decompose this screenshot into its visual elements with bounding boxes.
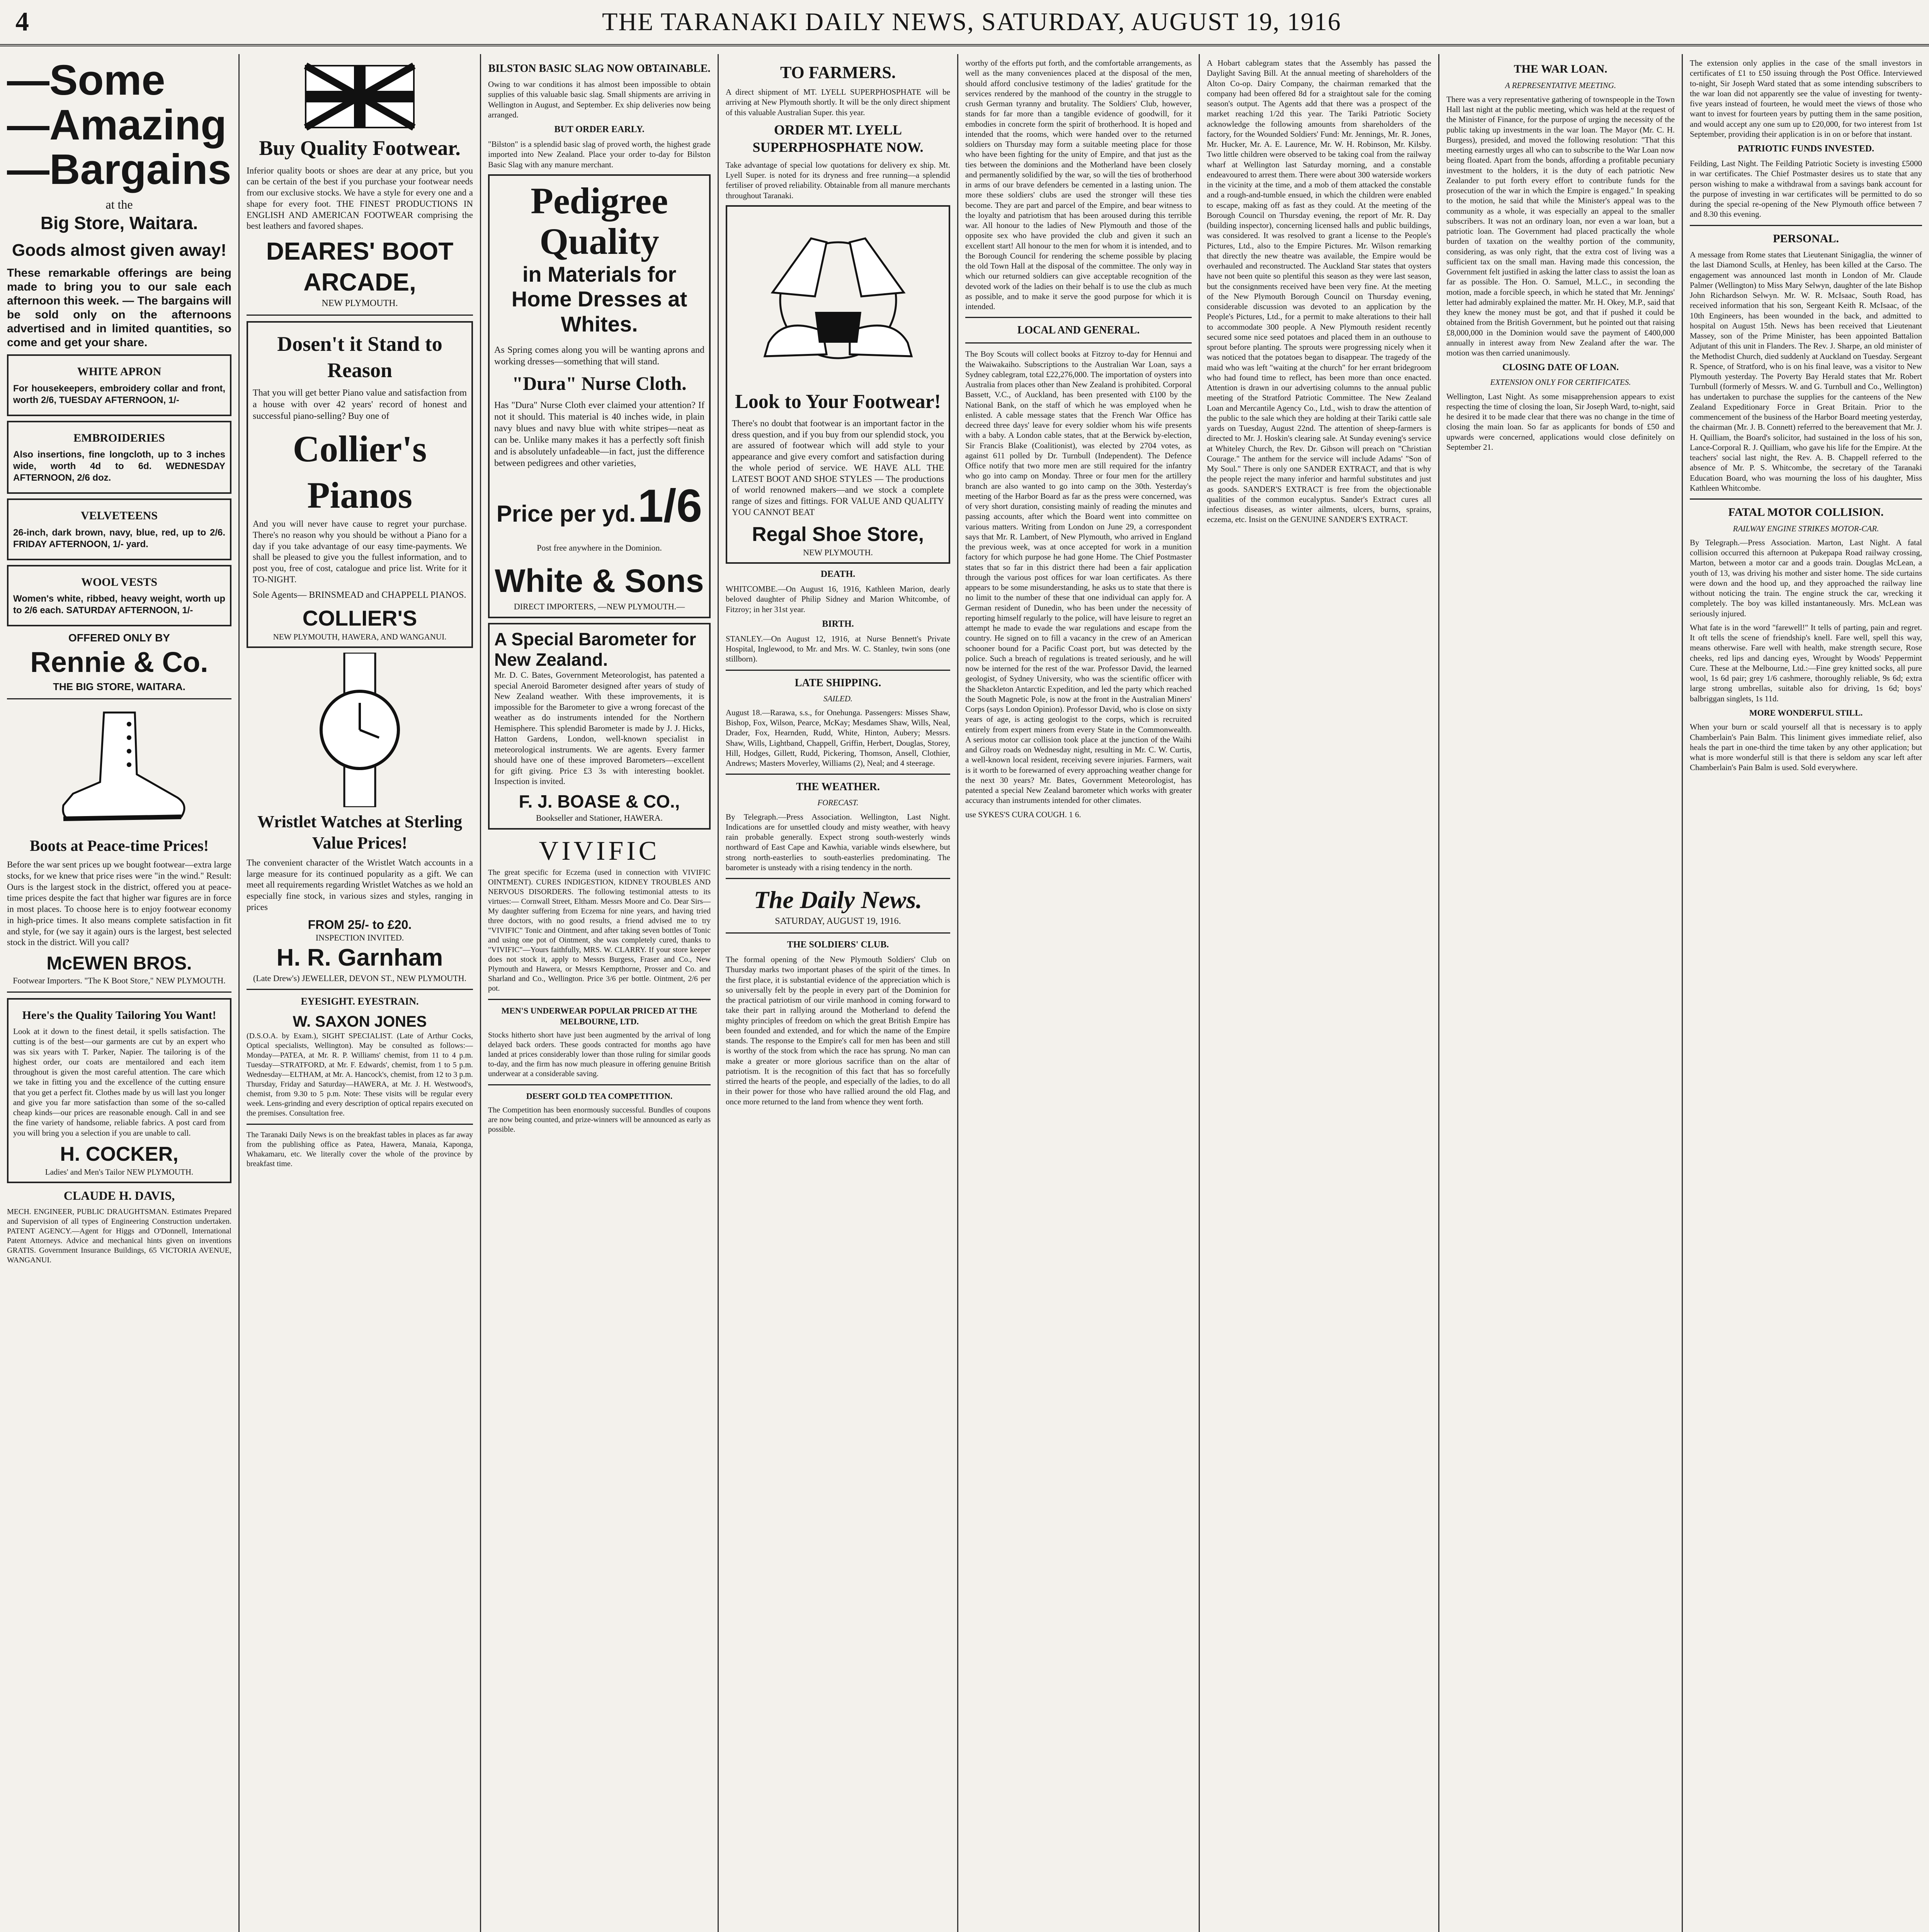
offer-box <box>7 565 231 627</box>
slag-order: BUT ORDER EARLY. <box>554 124 645 134</box>
masthead <box>0 0 1929 46</box>
loan-sub: A REPRESENTATIVE MEETING. <box>1505 80 1616 90</box>
death-head: DEATH. <box>820 569 856 579</box>
circulation-notice: The Taranaki Daily News is on the breakfast tables in places as far away from the publishing office as Patea, Hawera, Manaia, Kaponga, Whakamaru, etc. We literally cover the whole of the province by breakfast time. <box>247 1130 473 1168</box>
paper-nameplate: The Daily News. <box>754 886 922 913</box>
offer-box <box>7 354 231 416</box>
club-body: The formal opening of the New Plymouth Soldiers' Club on Thursday marks two important phases of the spirit of the times. In the first place, it is substantial evidence of the appreciation which is so universally felt by the people in every part of the Dominion for the practical patriotism of our virile manhood in coming forward to take their part in rallying around the Motherland to defend the mighty principles of freedom on which the great British Empire has been founded and extended, and for which the name of the Empire stands. The response to the Empire's call for men has been and still is worthy of the stock from which the race has sprung. No man can make a greater or more glorious sacrifice than on the altar of patriotism. It is the recognition of this fact that has so forcefully stirred the hearts of the people, and especially of the ladies, to do all in their power for those who have rallied around the old Flag, and once more returned to the land from whence they went forth. <box>726 955 950 1106</box>
wristlet-watch-illustration <box>302 653 418 807</box>
at-label: at the <box>105 197 133 211</box>
farmers-title: TO FARMERS. <box>780 63 896 82</box>
watch-firm-sub: (Late Drew's) JEWELLER, DEVON ST., NEW PLYMOUTH. <box>253 973 467 983</box>
column-2 <box>240 54 481 1932</box>
piano-ad <box>247 321 473 648</box>
funds-body: Feilding, Last Night. The Feilding Patriotic Society is investing £5000 in war certificates. The Chief Postmaster desires us to state that any person wishing to make a withdrawal from a savings bank account for the purpose of investing in war certificates will be permitted to do so during the special re-opening of the New Plymouth office between 7 and 8.30 this evening. <box>1690 159 1922 219</box>
closing-body: Wellington, Last Night. As some misapprehension appears to exist respecting the time of closing the loan, Sir Joseph Ward, to-night, said he desired it to be made clear that there was no change in the time of closing the main loan. So far as applicants for bonds of £50 and upwards were concerned, applications would close definitely on September 21. <box>1446 391 1675 452</box>
desert-gold-body: The Competition has been enormously successful. Bundles of coupons are now being counted, and prize-winners will be announced as early as possible. <box>488 1105 711 1134</box>
personal-body: A message from Rome states that Lieutenant Sinigaglia, the winner of the last Diamond Sculls, at Henley, has been killed at the Carso. The engagement was announced last month in London of Mr. Claude Palmer (Wellington) to Miss Mary Selwyn, daughter of the late Bishop John Richardson Selwyn. Mr. W. R. McIsaac, South Road, has received information that his son, Sergeant Keith R. McIsaac, of the 10th Engineers, has been wounded in the back, and admitted to hospital on August 15th. News has been received that Lieutenant Massey, son of the Prime Minister, has been appointed Battalion Adjutant of this unit in Flanders. The Rev. J. Sharpe, an old minister of the Methodist Church, died suddenly at Auckland on Tuesday. Sergeant R. Spence, of Stratford, who is on his final leave, was a visitor to New Plymouth yesterday. The Poverty Bay Herald states that Mr. Robert Turnbull (formerly of Messrs. W. and G. Turnbull and Co., Wellington) has undertaken to purchase the supplies for the canteens of the New Zealand Expeditionary Force in Great Britain. Prior to the commencement of the business of the Harbor Board meeting yesterday, the chairman (Mr. J. B. Connett) referred to the bereavement that Mr. J. H. Quilliam, the Board's solicitor, had sustained in the loss of his son, Lance-Corporal R. J. Quilliam, who gave his life for the Empire. At the teachers' social last night, the Rev. A. B. Chappell referred to the absence of Mr. P. S. Whitcombe, the secretary of the Taranaki Education Board, who was mourning the loss of his daughter, Miss Kathleen Whitcombe. <box>1690 250 1922 493</box>
club-head: THE SOLDIERS' CLUB. <box>787 940 889 950</box>
loan-head: THE WAR LOAN. <box>1514 63 1608 75</box>
barometer-firm-sub: Bookseller and Stationer, HAWERA. <box>536 813 663 823</box>
vivific-body: The great specific for Eczema (used in connection with VIVIFIC OINTMENT). CURES INDIGESTION, KIDNEY TROUBLES AND NERVOUS DISORDERS. The following testimonial attests to its virtues:— Cornwall Street, Eltham. Messrs Moore and Co. Dear Sirs—My daughter suffering from Eczema for nine years, and having tried three doctors, with no good results, a friend advised me to try "VIVIFIC" Tonic and Ointment, and after taking seven bottles of Tonic and using one pot of Ointment, she was completely cured, thanks to "VIVIFIC"—Yours faithfully, MRS. W. CLARRY. If your store keeper does not stock it, apply to Messrs Burgess, Fraser and Co., New Plymouth and Hawera, or Messrs Kempthorne, Prosser and Co. and Sharland and Co., Wellington. Price 3/6 per bottle. Ointment, 2/6 per pot. <box>488 868 711 993</box>
offer-box <box>7 421 231 494</box>
offer-body: Women's white, ribbed, heavy weight, worth up to 2/6 each. SATURDAY AFTERNOON, 1/- <box>13 594 225 616</box>
eyesight-head: EYESIGHT. EYESTRAIN. <box>301 996 419 1007</box>
weather-head: THE WEATHER. <box>796 781 880 793</box>
motor-body: By Telegraph.—Press Association. Marton, Last Night. A fatal collision occurred this afternoon at Pukepapa Road railway crossing, Marton, between a motor car and a goods train. Douglas McLean, a youth of 13, was driving his mother and sister home. The side curtains were down and the hood up, and they approached the railway line without noticing the train. The engine struck the car, wrecking it completely. The boy was killed instantaneously. Mrs. McLean was seriously injured. <box>1690 537 1922 618</box>
offer-box <box>7 498 231 560</box>
look-firm: Regal Shoe Store, <box>752 523 924 546</box>
underwear-body: Stocks hitherto short have just been augmented by the arrival of long delayed back orders. These goods contracted for months ago have landed at prices considerably lower than those ruling for similar goods to-day, and the firm has now much pleasure in offering genuine British underwear at a considerable saving. <box>488 1031 711 1078</box>
tailor-firm-sub: Ladies' and Men's Tailor NEW PLYMOUTH. <box>45 1167 194 1177</box>
slag-body: Owing to war conditions it has almost been impossible to obtain supplies of this valuable basic slag. Small shipments are arriving in Wellington in August, and September. Ex ship deliveries now being arranged. <box>488 80 711 119</box>
boots-title: Boots at Peace-time Prices! <box>29 837 209 854</box>
news-body: A Hobart cablegram states that the Assembly has passed the Daylight Saving Bill. At the annual meeting of shareholders of the Alton Co-op. Dairy Company, the chairman remarked that the company had been offered 8d for a straightout sale for the coming season's output. The Agents add that there was a prospect of the market reaching 1/2d this year. The Tariki Patriotic Society acknowledge the following amounts from shareholders of the factory, for the Wounded Soldiers' Fund: Mr. Jennings, Mr. R. Jones, Mr. Hucker, Mr. A. E. Laurence, Mr. W. H. Robinson, Mr. Kilsby. Two little children were observed to be taking coal from the railway wharf at Wellington last Saturday morning, and a constable endeavoured to arrest them. There were about 300 waterside workers in the vicinity at the time, and a mob of them attacked the constable and a rough-and-tumble ensued, in which the children were enabled to escape, making off as fast as they could. At the meeting of the Borough Council on Thursday evening, the report of Mr. R. Day (building inspector), concerning licensed halls and public buildings, was considered. It was resolved to grant a license to the People's Pictures, Ltd., also to the Empire Pictures. Mr. Wilson remarking that directly the new theatre was available, the Empire would be overhauled and reconstructed. The Auckland Star states that oysters have not been quite so plentiful this season as they were last season, but the consignments received have been very fine. At the meeting of the New Plymouth Borough Council on Thursday evening, considerable discussion was devoted to an application by the People's Pictures, Ltd., for a permit to make alterations to their hall to accommodate 300 people. A New Plymouth resident recently secured some nice seed potatoes and placed them in an outhouse to sprout before planting. The sprouts were progressing nicely when it was noticed that the potatoes began to disappear. The tragedy of the maid who was left "waiting at the church" for her errant bridegroom who had found time to reflect, has been more than once enacted. Attention is drawn in our advertising columns to the annual public meeting of the Stratford Patriotic Committee. The New Zealand Loan and Mercantile Agency Co., Ltd., wish to draw the attention of the public to the sale which they are holding at their Tariki cattle sale yards on Tuesday, August 22nd. The attention of sheep-farmers is directed to Mr. J. Hoskin's clearing sale. At Sunday evening's service at Whiteley Church, the Rev. Dr. Gibson will preach on "Christian Courage." The anthem for the service will include Adams' "Son of My Soul." There is only one SANDER EXTRACT, and that is why the people reject the many inferior and harmful substitutes and just as goods. SANDER'S EXTRACT is free from the objectionable qualities of the common eucalyptus. Sander's Extract cures all infectious diseases, as winter ailments, ulcers, burns, sprains, eczema, etc. Insist on the GENUINE SANDER'S EXTRACT. <box>1207 58 1431 524</box>
boot-illustration <box>46 705 193 832</box>
eyesight-firm: W. SAXON JONES <box>293 1013 427 1030</box>
davis-body: MECH. ENGINEER, PUBLIC DRAUGHTSMAN. Estimates Prepared and Supervision of all types of Engineering Construction undertaken. PATENT AGENCY.—Agent for Higgs and O'Donnell, International Patent Attorneys. Advice and mechanical hints given on inventions GRATIS. Government Insurance Buildings, 65 VICTORIA AVENUE, WANGANUI. <box>7 1208 231 1264</box>
footwear-title: Buy Quality Footwear. <box>259 136 461 160</box>
piano-body: That you will get better Piano value and satisfaction from a house with over 42 years' record of honest and successful piano-selling? Buy one of <box>253 388 467 421</box>
watch-firm: H. R. Garnham <box>276 944 443 971</box>
price-value: 1/6 <box>638 480 703 532</box>
column-3 <box>481 54 719 1932</box>
watch-price: FROM 25/- to £20. <box>308 917 412 932</box>
barometer-ad <box>488 623 711 830</box>
club-continued: worthy of the efforts put forth, and the comfortable arrangements, as well as the many conveniences placed at the disposal of the men, should afford conclusive testimony of the ladies' gratitude for the services rendered by the manhood of the country in the struggle to crush German tyranny and brutality. The Soldiers' Club, however, stands for far more than a tangible evidence of goodwill, for it embodies in concrete form the spirit of brotherhood. It is hoped and intended that the rooms, which were handed over to the returned soldiers on Thursday may form a suitable meeting place for those who have been fighting for the unity of Empire, and that just as the ties between the dominions and the Motherland have been closely and permanently solidified by the war, so will the ties of brotherhood in arms of our brave defenders be cemented in a lasting union. The more these soldiers' clubs are used the stronger will these ties become. They are part and parcel of the Empire, and bear witness to the loyalty and patriotism that has been aroused during this terrible war. All honour to the ladies of New Plymouth and those of the opposite sex who have provided the club and given it such an excellent start! All honour to the men for whom it is intended, and to the Borough Council for rendering the scheme possible by placing the old Town Hall at the disposal of the committee. The only way in which our returned soldiers can give acceptable recognition of the devoted work of the ladies on their behalf is to use the club as much as possible, and to make it serve the good purpose for which it is intended. <box>965 58 1192 311</box>
weather-sub: FORECAST. <box>817 798 859 808</box>
local-head: LOCAL AND GENERAL. <box>1017 324 1140 337</box>
death-body: WHITCOMBE.—On August 16, 1916, Kathleen Marion, dearly beloved daughter of Philip Sidney and Marion Whitcombe, of Fitzroy; in her 31st year. <box>726 584 950 614</box>
farmers-body: A direct shipment of MT. LYELL SUPERPHOSPHATE will be arriving at New Plymouth shortly. It will be the only direct shipment of this valuable Australian Super. this year. <box>726 87 950 117</box>
masthead-title: THE TARANAKI DAILY NEWS, SATURDAY, AUGUST 19, 1916 <box>602 8 1341 36</box>
boots-body: Before the war sent prices up we bought footwear—extra large stocks, for we knew that price rises were "in the wind." Result: Ours is the largest stock in the district, offered you at peace-time prices despite the fact that higher war figures are in force in most places. To choose here is to enjoy footwear economy in high-price times. It also means complete satisfaction in fit and style, for (we say it again) ours is the largest, best selected stock in the district. Will you call? <box>7 860 231 947</box>
vivific-title: VIVIFIC <box>539 836 660 866</box>
shipping-sub: SAILED. <box>823 694 853 703</box>
piano-firm: COLLIER'S <box>302 605 417 630</box>
footwear-illustration <box>738 215 939 385</box>
firm-sub: THE BIG STORE, WAITARA. <box>53 680 185 692</box>
motor-sub: RAILWAY ENGINE STRIKES MOTOR-CAR. <box>1733 524 1879 533</box>
pedigree-ad <box>488 174 711 618</box>
personal-head: PERSONAL. <box>1773 232 1839 245</box>
tailor-ad <box>7 998 231 1184</box>
pedigree-body: As Spring comes along you will be wanting aprons and working dresses—something that will stand. <box>494 345 704 367</box>
offer-body: 26-inch, dark brown, navy, blue, red, up to 2/6. FRIDAY AFTERNOON, 1/- yard. <box>13 527 225 549</box>
offered-by: OFFERED ONLY BY <box>68 632 170 644</box>
footwear-firm: DEARES' BOOT ARCADE, <box>266 237 454 296</box>
flag-emblem <box>302 62 418 131</box>
eyesight-body: (D.S.O.A. by Exam.), SIGHT SPECIALIST. (Late of Arthur Cocks, Optical specialists, Wellington). May be consulted as follows:— Monday—PATEA, at Mr. R. P. Williams' chemist, from 11 to 4 p.m. Tuesday—STRATFORD, at Mr. F. Edwards', chemist, from 1 to 5 p.m. Wednesday—ELTHAM, at Mr. A. Hancock's, chemist, from 12 to 3 p.m. Thursday, Friday and Saturday—HAWERA, at Mr. J. H. Westwood's, chemist, from 9.30 to 5 p.m. Note: These visits will be regular every week. Lens-grinding and every description of optical repairs executed on the premises. Consultation free. <box>247 1031 473 1117</box>
farmers-order: ORDER MT. LYELL SUPERPHOSPHATE NOW. <box>752 122 924 155</box>
white-firm-sub: DIRECT IMPORTERS, —NEW PLYMOUTH.— <box>514 602 685 612</box>
davis-name: CLAUDE H. DAVIS, <box>63 1189 175 1202</box>
offer-title: WOOL VESTS <box>81 575 158 588</box>
slag-title: BILSTON BASIC SLAG NOW OBTAINABLE. <box>488 63 711 75</box>
page-number: 4 <box>15 7 30 37</box>
desert-gold-title: DESERT GOLD TEA COMPETITION. <box>526 1091 673 1101</box>
closing-sub: EXTENSION ONLY FOR CERTIFICATES. <box>1490 378 1631 387</box>
post-free: Post free anywhere in the Dominion. <box>537 543 662 553</box>
column-8 <box>1683 54 1929 1932</box>
watch-body: The convenient character of the Wristlet Watch accounts in a large measure for its continued popularity as a gift. We can meet all requirements regarding Wristlet Watches as we hold an especially fine stock, in various sizes and styles, ranging in prices <box>247 857 473 912</box>
loan-continued: The extension only applies in the case of the small investors in certificates of £1 to £50 issuing through the Post Office. Interviewed to-night, Sir Joseph Ward stated that as some intending subscribers to the war loan did not apparently see the value of investing for twenty-five years instead of fourteen, he would meet the views of those who want to invest for fourteen years by putting them in the same position, and would accept any one sum up to £20,000, for two interest from 1st September, providing their application is in on or before that instant. <box>1690 58 1922 139</box>
boots-firm: McEWEN BROS. <box>46 953 192 974</box>
white-firm: White & Sons <box>495 563 704 599</box>
piano-firm-sub: NEW PLYMOUTH, HAWERA, AND WANGANUI. <box>273 632 447 641</box>
look-title: Look to Your Footwear! <box>735 390 941 413</box>
footwear-ad <box>726 205 950 564</box>
watch-inspection: INSPECTION INVITED. <box>315 932 404 942</box>
bargain-headline: —Some —Amazing —Bargains <box>7 56 231 193</box>
barometer-title: A Special Barometer for New Zealand. <box>494 629 696 670</box>
pedigree-title: Pedigree Quality <box>531 180 668 262</box>
watch-title: Wristlet Watches at Sterling Value Prices! <box>257 812 462 852</box>
farmers-body-2: Take advantage of special low quotations for delivery ex ship. Mt. Lyell Super. is noted for its dryness and free running—a splendid fertiliser of proved reliability. Obtainable from all manure merchants throughout Taranaki. <box>726 160 950 200</box>
firm-name: Rennie & Co. <box>30 646 208 678</box>
shipping-head: LATE SHIPPING. <box>794 677 881 689</box>
offer-title: EMBROIDERIES <box>73 431 165 444</box>
piano-body-2: And you will never have cause to regret your purchase. There's no reason why you should be without a Piano for a day if you take advantage of our easy time-payments. We shall be pleased to give you the fullest information, and to post you, free of cost, catalogue and price list. Write for it TO-NIGHT. <box>253 519 467 584</box>
tailor-title: Here's the Quality Tailoring You Want! <box>22 1009 216 1022</box>
birth-body: STANLEY.—On August 12, 1916, at Nurse Bennett's Private Hospital, Inglewood, to Mr. and Mrs. W. C. Stanley, twin sons (one stillborn). <box>726 634 950 664</box>
underwear-title: MEN'S UNDERWEAR POPULAR PRICED AT THE MELBOURNE, LTD. <box>501 1006 697 1026</box>
tailor-firm: H. COCKER, <box>60 1143 179 1165</box>
barometer-firm: F. J. BOASE & CO., <box>519 791 680 811</box>
more-head: MORE WONDERFUL STILL. <box>1749 707 1863 718</box>
motor-head: FATAL MOTOR COLLISION. <box>1728 506 1884 519</box>
footwear-body: Inferior quality boots or shoes are dear at any price, but you can be certain of the best if you purchase your footwear needs from our exclusive stocks. We have a style for every one and a shape for every foot. THE FINEST PRODUCTIONS IN ENGLISH AND AMERICAN FOOTWEAR comprising the best leathers and favored shapes. <box>247 165 473 231</box>
piano-agents: Sole Agents— BRINSMEAD and CHAPPELL PIANOS. <box>253 590 466 600</box>
fate-body: What fate is in the word "farewell!" It tells of parting, pain and regret. It oft tells the scene of friendship's knell. Fare well, spell this way, means otherwise. Fare well with health, make strength secure, Rose cheeks, red lips and dancing eyes, Wrought by Woods' Peppermint Cure. These at the Melbourne, Ltd.:—Fine grey knitted socks, all pure wool, 1s 6d pair; grey 1/6 cashmere, thoroughly reliable, 9s 6d; extra large strong umbrellas, suitable also for driving, 1s 6d; boys' balbriggan singlets, 1s 11d. <box>1690 622 1922 703</box>
barometer-body: Mr. D. C. Bates, Government Meteorologist, has patented a special Aneroid Barometer designed after years of study of New Zealand weather. With these improvements, it is impossible for the Barometer to give a wrong forecast of the weather as do instruments intended for the Northern Hemisphere. This splendid Barometer is made by J. J. Hicks, Hatton Gardens, London, well-known specialist in meteorological instruments. We are agents. Every farmer should have one of these improved Barometers—excellent for gift giving. Price £3 3s with interesting booklet. Inspection is invited. <box>494 670 704 786</box>
local-end: use SYKES'S CURA COUGH. 1 6. <box>965 810 1081 819</box>
pedigree-subtitle: in Materials for Home Dresses at Whites. <box>511 262 687 336</box>
piano-brand: Collier's Pianos <box>293 428 427 516</box>
slag-body-2: "Bilston" is a splendid basic slag of proved worth, the highest grade imported into New Zealand. Place your order to-day for Bilston Basic Slag with any manure merchant. <box>488 139 711 169</box>
offer-body: Also insertions, fine longcloth, up to 3 inches wide, worth 4d to 6d. WEDNESDAY AFTERNOON, 2/6 doz. <box>13 449 225 483</box>
look-firm-sub: NEW PLYMOUTH. <box>803 547 873 557</box>
offer-body: For housekeepers, embroidery collar and front, worth 2/6, TUESDAY AFTERNOON, 1/- <box>13 383 225 405</box>
footwear-firm-sub: NEW PLYMOUTH. <box>322 298 398 308</box>
dura-body: Has "Dura" Nurse Cloth ever claimed your attention? If not it should. This material is 40 inches wide, in plain navy blues and navy blue with white stripes—neat as can be. Unlike many makes it has a perfectly soft finish and is absolutely unfadeable—in fact, just the difference between pedigrees and other varieties, <box>494 400 704 468</box>
column-1 <box>0 54 240 1932</box>
offer-title: VELVETEENS <box>81 509 158 522</box>
funds-head: PATRIOTIC FUNDS INVESTED. <box>1737 144 1875 154</box>
look-body: There's no doubt that footwear is an important factor in the dress question, and if you buy from our splendid stock, you are assured of footwear which will add style to your appearance and give every comfort and satisfaction during the whole period of service. WE HAVE ALL THE LATEST BOOT AND SHOE STYLES — The productions of world renowned makers—and we stock a complete range of sizes and fittings. FOR VALUE AND QUALITY YOU CANNOT BEAT <box>732 418 944 517</box>
column-5 <box>958 54 1200 1932</box>
weather-body: By Telegraph.—Press Association. Wellington, Last Night. Indications are for unsettled cloudy and misty weather, with heavy rain probable generally. Expect strong south-westerly winds northward of East Cape and Kawhia, variable winds elsewhere, but strong north-easterlies to south-easterlies predominating. The barometer is unsteady with a rising tendency in the north. <box>726 812 950 872</box>
sale-intro: These remarkable offerings are being made to bring you to our sale each afternoon this week. — The bargains will be sold only on the afternoons advertised and in limited quantities, so come and get your share. <box>7 267 231 349</box>
local-body: The Boy Scouts will collect books at Fitzroy to-day for Hennui and the Waiwakaiho. Subscriptions to the Australian War Loan, says a Sydney cablegram, total £22,276,000. The importation of oysters into Australia from places other than New Zealand is prohibited. Corporal Bassett, V.C., of Auckland, has been presented with £100 by the National Bank, on the staff of which he was employed when he enlisted. A cable message states that the French War Office has decreed three days' leave for every soldier whom his wife presents with a baby. A London cable states, that at the Berwick by-election, Sir Francis Blake (Coalitionist), was elected by 2704 votes, as against 611 polled by Dr. Turnbull (Independent). The Defence Office notify that two more men are still required for the infantry who go into camp on Monday. Three or four men for the artillery branch are also wanted to go into camp on the 30th. Yesterday's meeting of the Harbor Board as far as the press were concerned, was of very short duration, consisting mainly of reading the minutes and passing accounts, after which the Board went into committee on various matters. Writing from London on June 29, a correspondent says that Mr. R. Lambert, of New Plymouth, who arrived in England the previous week, was at once accepted for work in a munition factory for which purpose he had gone Home. The Chief Postmaster states that so far in this district there had been a fair application through the various post offices for war loan certificates. As there appears to be some misunderstanding, he asks us to state that there is no limit to the number of these that one individual can apply for. A German resident of Dunedin, who has been under the necessity of reporting himself regularly to the police, will have leisure to regret an attempt he made to evade the war regulations and escape from the country. He signed on to fill a vacancy in the crew of an American schooner bound for a Pacific Coast port, but was detected by the police. Such a breach of regulations is treated seriously, and he will now be interned for the rest of the war. Professor David, the learned geologist, of Sydney University, who was the scientific officer with the Shackleton Antarctic Expedition, and led the party which reached the South Magnetic Pole, is now at the front in the Australian Miners' Corps (says London Opinion). Professor David, who is close on sixty years of age, is acting geologist to the corps, which is recruited entirely from expert miners from every State in the Commonwealth. A serious motor car collision took place at the junction of the Waihi and Gilroy roads on Wednesday night, resulting in Mr. C. W. Curtis, a well-known local resident, receiving severe injuries. Farmers, wait is it worth to be forewarned of every approaching weather change for the next 30 years? Mr. Bates, Government Meteorologist, has patented a special New Zealand barometer which works with greater accuracy than instruments intended for other climates. <box>965 349 1192 805</box>
dura-title: "Dura" Nurse Cloth. <box>512 372 687 395</box>
shipping-body: August 18.—Rarawa, s.s., for Onehunga. Passengers: Misses Shaw, Bishop, Fox, Wilson, Pearce, McKay; Mesdames Shaw, Wills, Neal, Drader, Fox, Hearnden, Rudd, White, Hinton, Aubery; Messrs. Shaw, Wills, Lightband, Chappell, Griffin, Herbert, Douglas, Storey, Hill, Hodges, Gillett, Rudd, Pickering, Thomson, Ansell, Clothier, Andrews; Masters Moverley, Williams (2), Neal; and 4 steerage. <box>726 707 950 768</box>
column-6 <box>1200 54 1439 1932</box>
column-4 <box>719 54 958 1932</box>
boots-firm-sub: Footwear Importers. "The K Boot Store," NEW PLYMOUTH. <box>13 976 226 985</box>
birth-head: BIRTH. <box>822 619 854 629</box>
offer-title: WHITE APRON <box>77 365 162 378</box>
paper-date: SATURDAY, AUGUST 19, 1916. <box>775 916 901 926</box>
column-7 <box>1439 54 1683 1932</box>
price-label: Price per yd. <box>496 500 636 527</box>
piano-headline: Dosen't it Stand to Reason <box>277 332 442 382</box>
tailor-body: Look at it down to the finest detail, it spells satisfaction. The cutting is of the best—our garments are cut by an expert who was six years with T. Parker, Napier. The tailoring is of the highest order, our coats are mentailored and each item throughout is given the most careful attention. The care which we take in fitting you and the excellence of the cutting ensure that you get a perfect fit. Clothes made by us will last you longer and give you far more satisfaction than some of the so-called cheap kinds—our prices are reasonable enough. Call in and see the fine variety of handsome, reliable fabrics. A post card from you will bring you a selection if you are unable to call. <box>13 1027 225 1138</box>
store-name: Big Store, Waitara. <box>40 213 198 233</box>
closing-head: CLOSING DATE OF LOAN. <box>1502 362 1619 373</box>
more-body: When your burn or scald yourself all that is necessary is to apply Chamberlain's Pain Balm. This liniment gives immediate relief, also heals the part in one-third the time taken by any other application; but what is more wonderful still is that there is seldom any scar left after Chamberlain's Pain Balm is used. Sold everywhere. <box>1690 722 1922 772</box>
loan-body: There was a very representative gathering of townspeople in the Town Hall last night at the public meeting, which was held at the request of the Minister of Finance, for the purpose of urging the necessity of the public taking up investments in the war loan. The Mayor (Mr. C. H. Burgess), presided, and moved the following resolution: "That this meeting earnestly urges all who can to subscribe to the War Loan now being floated. Apart from the bonds, affording a profitable pecuniary investment to the holders, it is the duty of each patriotic New Zealander to put forth every effort to contribute funds for the prosecution of the war in which the Empire is engaged." In speaking to the motion, he said that while the Minister's appeal was to the community as a whole, it was especially an appeal to the smaller subscribers. It was not an ordinary loan, nor even a war loan, but a patriotic loan. The Government had placed practically the whole burden of taxation on the wealthy portion of the community, considering, as was only right, that the extra cost of living was a sufficient tax on the small man. Having made this concession, the Government felt justified in asking the latter class to assist the loan as far as possible. The Hon. O. Samuel, M.L.C., in seconding the motion, made a forcible speech, in which he stated that Mr. Jennings' letter had admirably explained the matter. Mr. H. Okey, M.P., said that they knew the money must be got, and that if pushed it could be obtained from the British Government, but he pointed out that raising £8,000,000 in the Dominion would save the payment of £400,000 annually in interest away from New Zealand after the war. The motion was then carried unanimously. <box>1446 94 1675 357</box>
price-block <box>494 477 704 535</box>
goods-headline: Goods almost given away! <box>12 241 227 260</box>
